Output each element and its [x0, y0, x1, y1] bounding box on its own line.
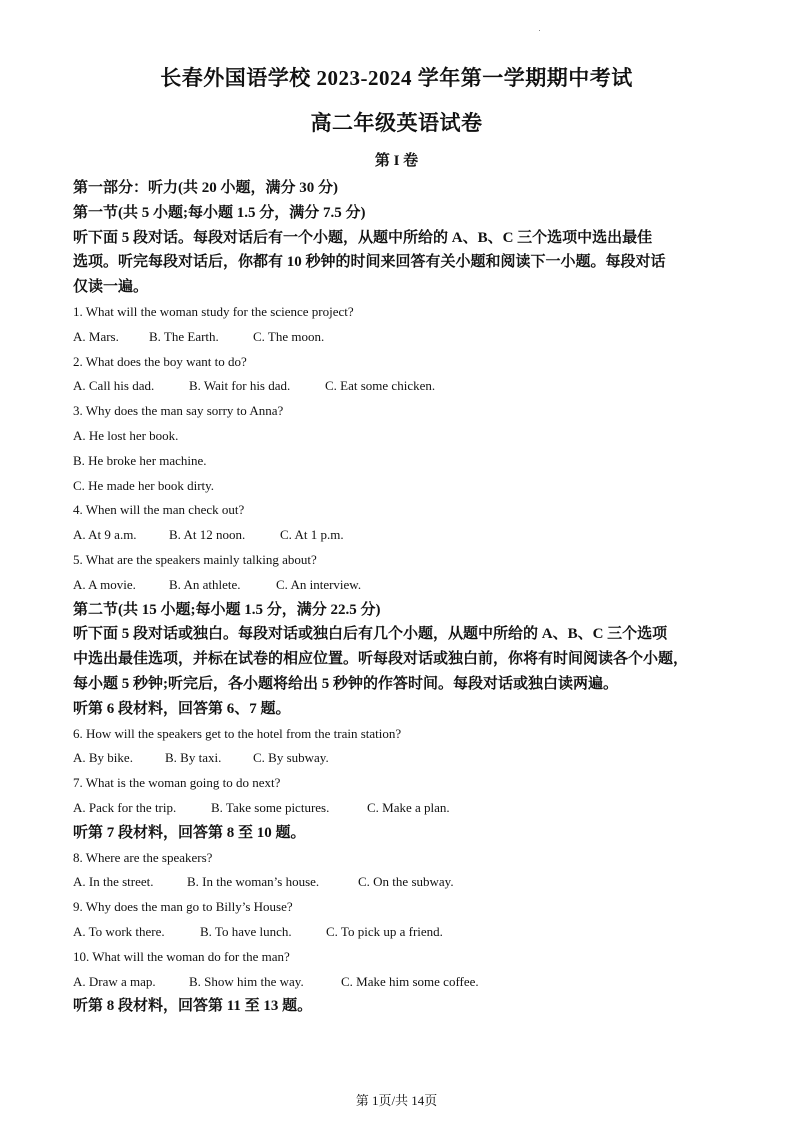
part1-heading: 第一部分：听力(共 20 小题，满分 30 分) [73, 180, 338, 196]
question-7-options [73, 796, 723, 821]
question-6: 6. How will the speakers get to the hotel from the train station? [73, 725, 402, 741]
question-4: 4. When will the man check out? [73, 502, 245, 518]
question-10: 10. What will the woman do for the man? [73, 948, 290, 964]
option-a: A. At 9 a.m. [73, 527, 137, 543]
option-a: A. A movie. [73, 576, 136, 592]
option-a: A. In the street. [73, 874, 154, 890]
section1-instruction-line: 仅读一遍。 [73, 279, 149, 296]
option-c: C. An interview. [276, 576, 362, 592]
question-7: 7. What is the woman going to do next? [73, 775, 281, 791]
option-a: A. Call his dad. [73, 378, 155, 394]
question-10-options [73, 970, 723, 995]
page-number: 第 1页/共 14页 [355, 1093, 438, 1108]
question-9: 9. Why does the man go to Billy’s House? [73, 899, 293, 915]
option-c: C. On the subway. [358, 874, 454, 890]
option-b: B. Show him the way. [189, 973, 304, 989]
section2-instruction-line: 中选出最佳选项，并标在试卷的相应位置。听每段对话或独白前，你将有时间阅读各个小题， [73, 651, 689, 668]
question-1-options [73, 325, 723, 350]
material-6-heading: 听第 6 段材料，回答第 6、7 题。 [73, 700, 291, 717]
question-5: 5. What are the speakers mainly talking about? [73, 551, 317, 567]
question-3-option-b: B. He broke her machine. [73, 452, 207, 468]
section1-heading: 第一节(共 5 小题;每小题 1.5 分，满分 7.5 分) [73, 204, 366, 221]
volume-label: 第 I 卷 [374, 153, 419, 169]
option-c: C. Make him some coffee. [341, 973, 479, 989]
option-b: B. In the woman’s house. [187, 874, 320, 890]
question-3-option-a: A. He lost her book. [73, 427, 179, 443]
option-b: B. Take some pictures. [211, 799, 330, 815]
option-c: C. To pick up a friend. [326, 923, 443, 939]
option-b: B. Wait for his dad. [189, 378, 291, 394]
question-8-options [73, 870, 723, 895]
question-5-options [73, 573, 723, 598]
exam-body [73, 176, 723, 1019]
option-c: C. Make a plan. [367, 799, 450, 815]
section2-instruction-line: 听下面 5 段对话或独白。每段对话或独白后有几个小题，从题中所给的 A、B、C 三个选项 [73, 626, 668, 643]
option-a: A. Mars. [73, 328, 119, 344]
section1-instruction-line: 听下面 5 段对话。每段对话后有一个小题，从题中所给的 A、B、C 三个选项中选出最佳 [73, 229, 653, 246]
exam-subtitle: 高二年级英语试卷 [310, 111, 483, 135]
option-c: C. Eat some chicken. [325, 378, 436, 394]
option-c: C. The moon. [253, 328, 325, 344]
question-3: 3. Why does the man say sorry to Anna? [73, 403, 284, 419]
material-8-heading: 听第 8 段材料，回答第 11 至 13 题。 [73, 998, 313, 1015]
exam-title: 长春外国语学校 2023-2024 学年第一学期期中考试 [160, 66, 633, 90]
question-9-options [73, 920, 723, 945]
question-6-options [73, 746, 723, 771]
section2-heading: 第二节(共 15 小题;每小题 1.5 分，满分 22.5 分) [73, 601, 381, 618]
option-b: B. To have lunch. [200, 923, 292, 939]
question-2: 2. What does the boy want to do? [73, 353, 247, 369]
question-2-options [73, 374, 723, 399]
option-a: A. To work there. [73, 923, 165, 939]
option-a: A. By bike. [73, 750, 133, 766]
question-8: 8. Where are the speakers? [73, 849, 213, 865]
question-4-options [73, 523, 723, 548]
question-1: 1. What will the woman study for the science project? [73, 303, 354, 319]
section2-instruction-line: 每小题 5 秒钟;听完后，各小题将给出 5 秒钟的作答时间。每段对话或独白读两遍。 [73, 675, 618, 692]
scan-speck [539, 30, 540, 31]
option-b: B. By taxi. [165, 750, 222, 766]
option-a: A. Draw a map. [73, 973, 156, 989]
section1-instruction-line: 选项。听完每段对话后，你都有 10 秒钟的时间来回答有关小题和阅读下一小题。每段对话 [73, 254, 666, 271]
option-b: B. The Earth. [149, 328, 219, 344]
option-b: B. An athlete. [169, 576, 241, 592]
option-b: B. At 12 noon. [169, 527, 246, 543]
material-7-heading: 听第 7 段材料，回答第 8 至 10 题。 [73, 824, 306, 841]
option-a: A. Pack for the trip. [73, 799, 177, 815]
option-c: C. At 1 p.m. [280, 527, 344, 543]
question-3-option-c: C. He made her book dirty. [73, 477, 215, 493]
option-c: C. By subway. [253, 750, 329, 766]
